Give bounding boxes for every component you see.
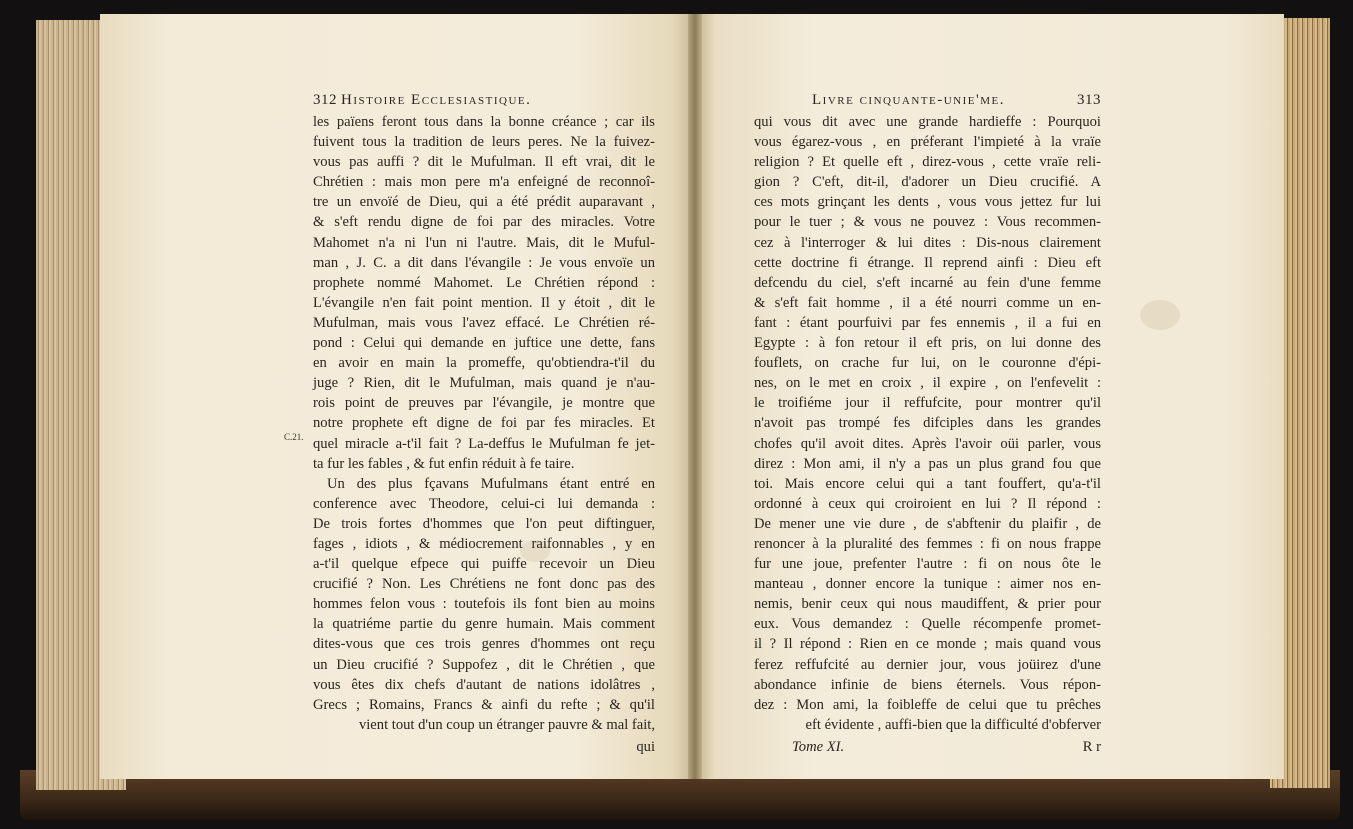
text-line: conference avec Theodore, celui-ci lui demanda : xyxy=(313,495,655,512)
text-line: n'avoit pas trompé fes difciples dans les grandes xyxy=(754,415,1101,432)
text-line: il ? Il répond : Rien en ce monde ; mais quand vous xyxy=(754,636,1101,653)
text-line: De mener une vie dure , de s'abftenir du plaifir , de xyxy=(754,515,1101,532)
text-line: le troifiéme jour il reffufcite, pour montrer qu'il xyxy=(754,395,1101,412)
text-line: cez à l'interroger & lui dites : Dis-nous clairement xyxy=(754,234,1101,251)
text-line: nes, on le met en croix , il expire , on l'enfevelit : xyxy=(754,375,1101,392)
text-line: & s'eft rendu digne de foi par des miracles. Votre xyxy=(313,214,655,231)
text-line: ordonné à ceux qui croiroient en lui ? Il répond : xyxy=(754,495,1101,512)
page-number: 313 xyxy=(1077,92,1101,108)
text-line: nemis, benir ceux qui nous maudiffent, & prier pour xyxy=(754,596,1101,613)
running-title: Histoire Ecclesiastique. xyxy=(341,92,532,108)
text-line: fur une joue, prefenter l'autre : fi on nous ôte le xyxy=(754,556,1101,573)
text-line: toi. Mais encore celui qui a tant fouffert, qu'a-t'il xyxy=(754,475,1101,492)
text-line: vous égarez-vous , en préferant l'impieté à la vraïe xyxy=(754,134,1101,151)
text-line: la quatriéme partie du genre humain. Mais comment xyxy=(313,616,655,633)
text-line: qui vous dit avec une grande hardieffe : Pourquoi xyxy=(754,114,1101,130)
left-page-text xyxy=(313,90,655,759)
text-line: juge ? Rien, dit le Mufulman, mais quand je n'au- xyxy=(313,375,655,392)
text-line: manteau , donner encore la tunique : aimer nos en- xyxy=(754,576,1101,593)
text-line: dez : Mon ami, la foibleffe de celui que tu prêches xyxy=(754,696,1101,713)
text-line: direz : Mon ami, il n'y a pas un plus grand fou que xyxy=(754,455,1101,472)
text-line: ta fur les fables , & fut enfin réduit à fe taire. xyxy=(313,455,575,472)
text-line: abondance infinie de biens éternels. Vous répon- xyxy=(754,676,1101,693)
text-line: man , J. C. a dit dans l'évangile : Je vous envoïe un xyxy=(313,254,655,271)
text-line: crucifié ? Non. Les Chrétiens ne font donc pas des xyxy=(313,576,655,593)
left-page-footer xyxy=(313,737,655,759)
text-line: rois point de preuves par l'évangile, je montre que xyxy=(313,395,655,412)
text-line: cette doctrine fi étrange. Il reprend ainfi : Dieu eft xyxy=(754,254,1101,271)
text-line: a-t'il quelque efpece qui puiffe recevoir un Dieu xyxy=(313,556,655,573)
left-page-body xyxy=(313,112,655,735)
text-line: eux. Vous demandez : Quelle récompenfe promet- xyxy=(754,616,1101,633)
right-page-body xyxy=(754,112,1101,735)
book-gutter xyxy=(688,14,702,779)
text-line: Egypte : à fon retour il eft pris, on lui donne des xyxy=(754,335,1101,352)
text-line: en avoir en main la promeffe, qu'obtiendra-t'il du xyxy=(313,355,655,372)
catchword: qui xyxy=(636,738,655,755)
text-line: les païens feront tous dans la bonne créance ; car ils xyxy=(313,114,655,130)
text-line: Chrétien : mais mon pere m'a enfeigné de reconnoî- xyxy=(313,174,655,191)
signature-mark: R r xyxy=(1082,738,1101,755)
text-line: vous êtes dix chefs d'autant de nations idolâtres , xyxy=(313,676,655,693)
right-page-header xyxy=(754,90,1101,112)
text-line: pour le tuer ; & vous ne pouvez : Vous recommen- xyxy=(754,214,1101,231)
text-line: pond : Celui qui demande en juftice une dette, fans xyxy=(313,335,655,352)
text-line: ces mots grinçant les dents , vous vous jettez fur lui xyxy=(754,194,1101,211)
text-line: chofes qu'il avoit dites. Après l'avoir oüi parler, vous xyxy=(754,435,1101,452)
text-line: un Dieu crucifié ? Suppofez , dit le Chrétien , que xyxy=(313,656,655,673)
text-line: renoncer à la pluralité des femmes : fi on nous frappe xyxy=(754,535,1101,552)
running-title: Livre cinquante-unie'me. xyxy=(812,92,1005,108)
text-line: Un des plus fçavans Mufulmans étant entré en xyxy=(327,475,655,492)
text-line: vient tout d'un coup un étranger pauvre & mal fait, xyxy=(358,716,655,733)
text-line: De trois fortes d'hommes que l'on peut diftinguer, xyxy=(313,515,655,532)
text-line: hommes felon vous : toutefois ils font bien au moins xyxy=(313,596,655,613)
right-page-text xyxy=(754,90,1101,759)
text-line: religion ? Et quelle eft , direz-vous , cette vraïe reli- xyxy=(754,154,1101,171)
text-line: gion ? C'eft, dit-il, d'adorer un Dieu crucifié. A xyxy=(754,174,1101,191)
text-line: L'évangile n'en fait point mention. Il y étoit , dit le xyxy=(313,294,655,311)
text-line: fuivent tous la tradition de leurs peres. Ne la fuivez- xyxy=(313,134,655,151)
text-line: Mufulman, mais vous l'avez effacé. Le Chrétien ré- xyxy=(313,314,655,331)
text-line: Mahomet n'a ni l'un ni l'autre. Mais, dit le Muful- xyxy=(313,234,655,251)
text-line: fant : étant pourfuivi par fes ennemis , il a fui en xyxy=(754,314,1101,331)
text-line: fouflets, on crache fur lui, on le couronne d'épi- xyxy=(754,355,1101,372)
text-line: Grecs ; Romains, Francs & ainfi du refte ; & qu'il xyxy=(313,696,655,713)
text-line: fages , idiots , & médiocrement raifonnables , y en xyxy=(313,535,655,552)
text-line: dites-vous que ces trois genres d'hommes ont reçu xyxy=(313,636,655,653)
text-line: defcendu du ciel, s'eft incarné au fein d'une femme xyxy=(754,274,1101,291)
page-number: 312 xyxy=(313,92,337,108)
paper-stain xyxy=(1140,300,1180,330)
text-line: ferez reffufcité au dernier jour, vous joüirez d'une xyxy=(754,656,1101,673)
text-line: notre prophete eft digne de foi par fes miracles. Et xyxy=(313,415,655,432)
text-line: & s'eft fait homme , il a été nourri comme un en- xyxy=(754,294,1101,311)
text-line: quel miracle a-t'il fait ? La-deffus le Mufulman fe jet- xyxy=(313,435,655,452)
left-page-header xyxy=(313,90,655,112)
text-line: eft évidente , auffi-bien que la difficulté d'obferver xyxy=(805,716,1101,733)
margin-note: C.21. xyxy=(284,432,304,442)
text-line: vous pas auffi ? dit le Mufulman. Il eft vrai, dit le xyxy=(313,154,655,171)
text-line: tre un envoïé de Dieu, qui a été prédit auparavant , xyxy=(313,194,655,211)
right-page-footer xyxy=(754,737,1101,759)
text-line: prophete nommé Mahomet. Le Chrétien répond : xyxy=(313,274,655,291)
volume-label: Tome XI. xyxy=(792,738,845,755)
